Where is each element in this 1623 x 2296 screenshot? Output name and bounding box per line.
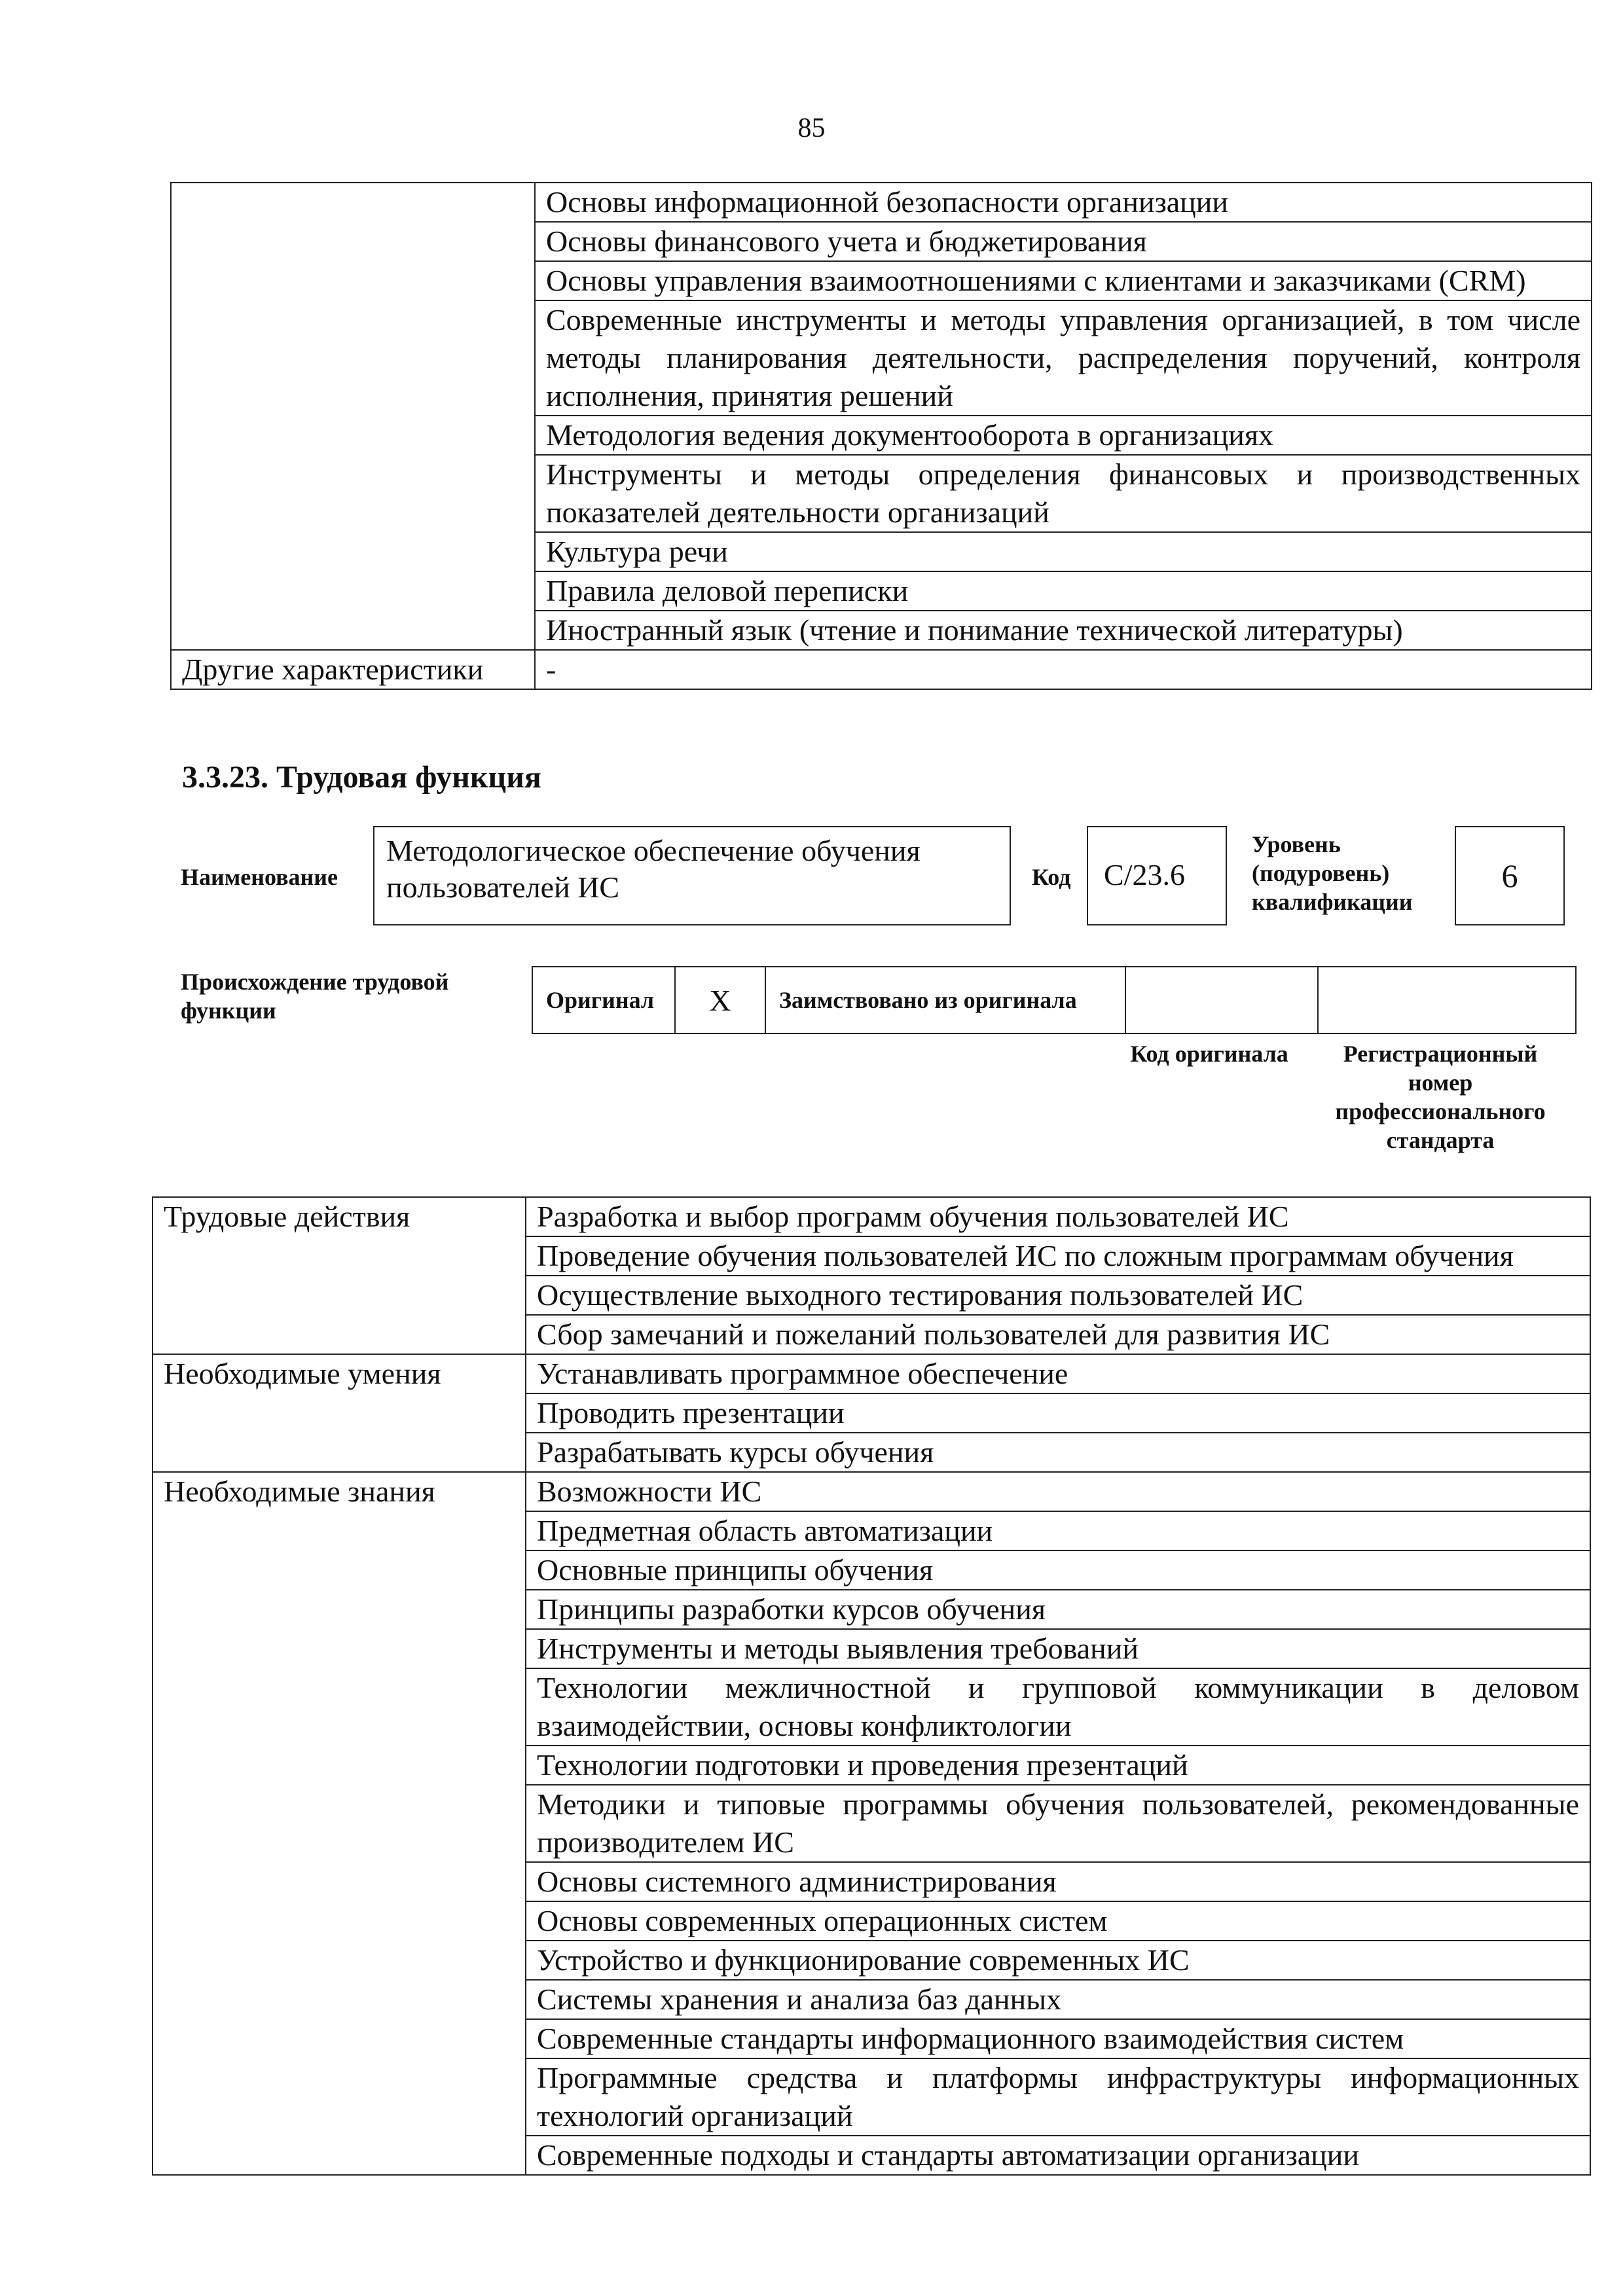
row-value: Основные принципы обучения [526, 1551, 1590, 1590]
row-value: Проводить презентации [526, 1393, 1590, 1433]
origin-table [532, 966, 1577, 1034]
level-label: Уровень (подуровень) квалификации [1252, 831, 1413, 915]
row-value: - [535, 650, 1592, 689]
row-value: Принципы разработки курсов обучения [526, 1590, 1590, 1629]
row-label [153, 1746, 526, 1785]
knowledge-row [171, 455, 1592, 532]
row-value: Правила деловой переписки [535, 571, 1592, 611]
row-value: Иностранный язык (чтение и понимание технической литературы) [535, 611, 1592, 650]
knowledge-row [153, 1551, 1590, 1590]
knowledge-row [153, 1668, 1590, 1746]
row-value: Основы современных операционных систем [526, 1901, 1590, 1941]
row-label [171, 532, 535, 571]
continued-knowledge-table [170, 182, 1592, 690]
knowledge-row [153, 1590, 1590, 1629]
row-value: Инструменты и методы выявления требований [526, 1629, 1590, 1668]
row-value: Разработка и выбор программ обучения пользователей ИС [526, 1197, 1590, 1236]
row-value: Осуществление выходного тестирования пользователей ИС [526, 1276, 1590, 1315]
borrowed-code-cell [1125, 967, 1318, 1033]
section-title: 3.3.23. Трудовая функция [182, 760, 541, 795]
row-label: Другие характеристики [171, 650, 535, 689]
row-value: Системы хранения и анализа баз данных [526, 1980, 1590, 2019]
knowledge-row [153, 1629, 1590, 1668]
row-label [153, 1941, 526, 1980]
knowledge-row [171, 532, 1592, 571]
function-name-value: Методологическое обеспечение обучения пользователей ИС [373, 826, 1011, 925]
row-value: Основы системного администрирования [526, 1862, 1590, 1901]
knowledge-row [171, 183, 1592, 222]
knowledge-row [171, 571, 1592, 611]
row-label [153, 2019, 526, 2058]
row-label [153, 1511, 526, 1551]
row-label: Необходимые умения [153, 1354, 526, 1393]
row-value: Разрабатывать курсы обучения [526, 1433, 1590, 1472]
action-row [153, 1197, 1590, 1236]
row-value: Современные подходы и стандарты автоматизации организации [526, 2136, 1590, 2175]
row-value: Устройство и функционирование современных ИС [526, 1941, 1590, 1980]
row-label [153, 2058, 526, 2136]
function-table [152, 1196, 1591, 2176]
knowledge-row [153, 1980, 1590, 2019]
knowledge-row [153, 2019, 1590, 2058]
row-label [171, 222, 535, 261]
row-label [153, 1393, 526, 1433]
borrowed-reg-cell [1318, 967, 1576, 1033]
knowledge-row [171, 300, 1592, 416]
row-value: Культура речи [535, 532, 1592, 571]
row-value: Сбор замечаний и пожеланий пользователей для развития ИС [526, 1315, 1590, 1354]
row-value: Устанавливать программное обеспечение [526, 1354, 1590, 1393]
row-label [153, 1980, 526, 2019]
row-value: Методология ведения документооборота в организациях [535, 416, 1592, 455]
row-label [153, 1901, 526, 1941]
skill-row [153, 1433, 1590, 1472]
origin-label: Происхождение трудовой функции [181, 969, 449, 1024]
knowledge-row [171, 222, 1592, 261]
row-value: Современные стандарты информационного взаимодействия систем [526, 2019, 1590, 2058]
knowledge-row [153, 1746, 1590, 1785]
row-value: Основы информационной безопасности организации [535, 183, 1592, 222]
row-label [171, 455, 535, 532]
knowledge-row [153, 1901, 1590, 1941]
row-label [153, 1590, 526, 1629]
other-characteristics-row [171, 650, 1592, 689]
row-value: Программные средства и платформы инфраструктуры информационных технологий организаций [526, 2058, 1590, 2136]
knowledge-row [153, 1472, 1590, 1511]
knowledge-row [153, 1941, 1590, 1980]
original-label: Оригинал [532, 967, 675, 1033]
action-row [153, 1236, 1590, 1276]
row-value: Возможности ИС [526, 1472, 1590, 1511]
row-value: Проведение обучения пользователей ИС по сложным программам обучения [526, 1236, 1590, 1276]
row-label [153, 1785, 526, 1862]
knowledge-row [171, 261, 1592, 300]
function-code-value: C/23.6 [1087, 826, 1227, 925]
original-mark: X [675, 967, 765, 1033]
knowledge-row [171, 416, 1592, 455]
row-label [153, 1433, 526, 1472]
row-label [153, 1629, 526, 1668]
borrowed-label: Заимствовано из оригинала [765, 967, 1125, 1033]
reg-number-caption: Регистрационный номер профессионального стандарта [1335, 1041, 1546, 1153]
row-label [153, 2136, 526, 2175]
row-label [153, 1551, 526, 1590]
row-label [153, 1315, 526, 1354]
knowledge-row [153, 1785, 1590, 1862]
row-value: Методики и типовые программы обучения пользователей, рекомендованные производителем ИС [526, 1785, 1590, 1862]
knowledge-row [153, 1511, 1590, 1551]
row-label [153, 1862, 526, 1901]
row-value: Основы финансового учета и бюджетирования [535, 222, 1592, 261]
row-value: Инструменты и методы определения финансовых и производственных показателей деятельности организаций [535, 455, 1592, 532]
name-label: Наименование [181, 864, 338, 890]
row-label [171, 416, 535, 455]
row-label [153, 1276, 526, 1315]
row-label [153, 1236, 526, 1276]
row-value: Технологии подготовки и проведения презентаций [526, 1746, 1590, 1785]
row-value: Технологии межличностной и групповой коммуникации в деловом взаимодействии, основы конфликтологии [526, 1668, 1590, 1746]
action-row [153, 1276, 1590, 1315]
row-label: Трудовые действия [153, 1197, 526, 1236]
page-number: 85 [797, 113, 826, 143]
level-value: 6 [1455, 826, 1565, 925]
knowledge-row [153, 2136, 1590, 2175]
skill-row [153, 1393, 1590, 1433]
row-label [171, 611, 535, 650]
row-label: Необходимые знания [153, 1472, 526, 1511]
row-label [171, 261, 535, 300]
row-label [171, 300, 535, 416]
action-row [153, 1315, 1590, 1354]
skill-row [153, 1354, 1590, 1393]
row-label [171, 571, 535, 611]
row-label [171, 183, 535, 222]
code-original-caption: Код оригинала [1130, 1041, 1288, 1067]
row-value: Современные инструменты и методы управления организацией, в том числе методы планирования деятельности, распределения поручений, контроля исполнения, принятия решений [535, 300, 1592, 416]
knowledge-row [153, 1862, 1590, 1901]
knowledge-row [171, 611, 1592, 650]
knowledge-row [153, 2058, 1590, 2136]
row-value: Основы управления взаимоотношениями с клиентами и заказчиками (CRM) [535, 261, 1592, 300]
row-value: Предметная область автоматизации [526, 1511, 1590, 1551]
code-label: Код [1032, 864, 1071, 890]
row-label [153, 1668, 526, 1746]
